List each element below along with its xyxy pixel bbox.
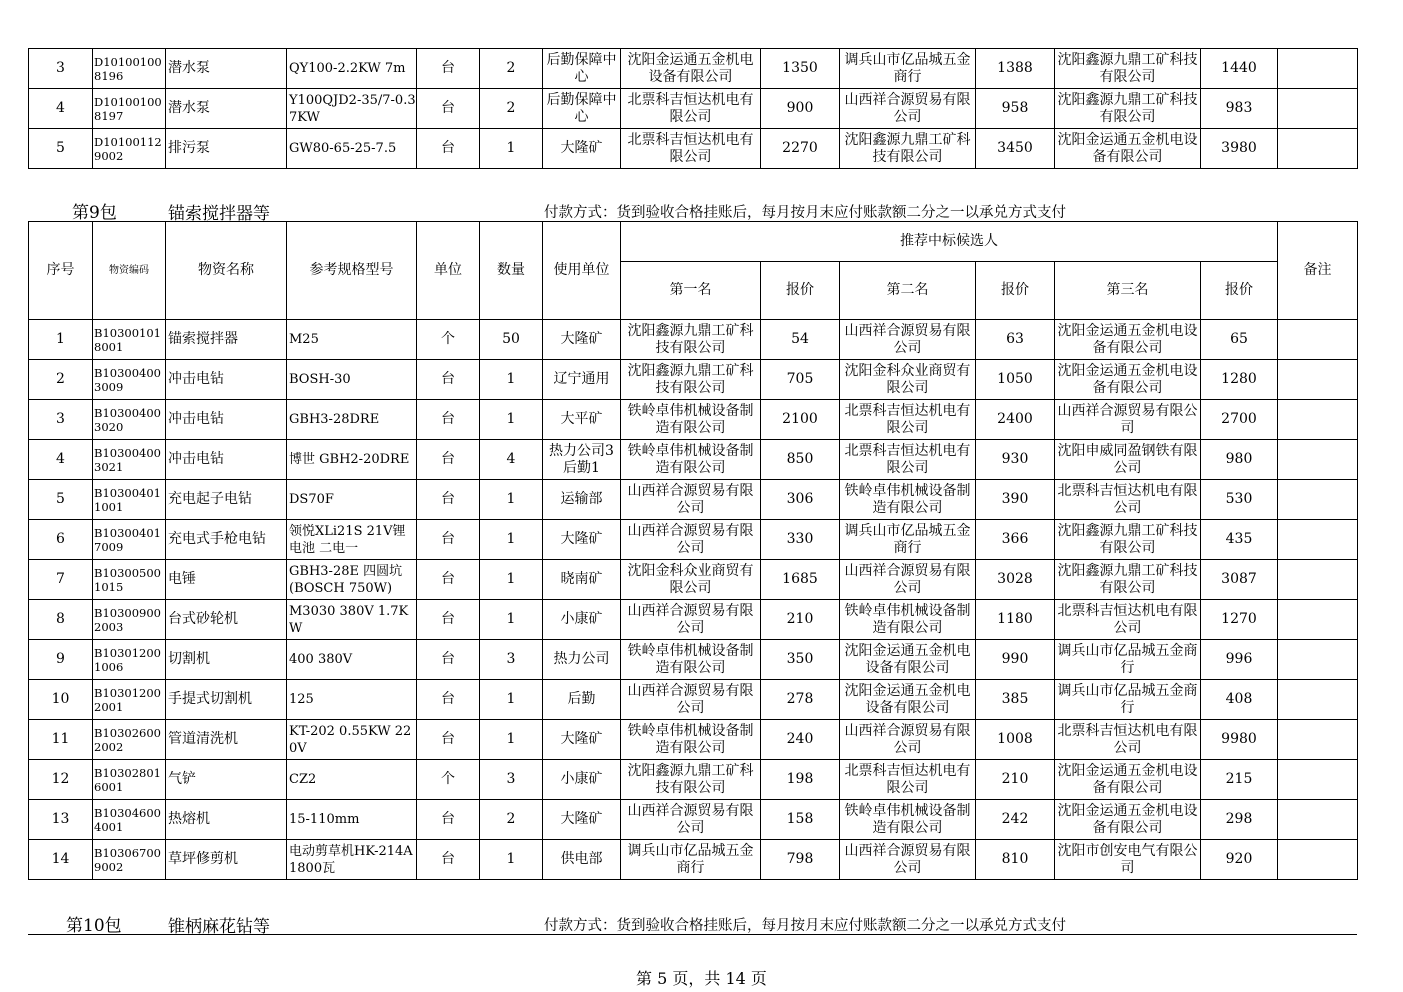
first-price-cell: 54 (761, 320, 840, 360)
third-company-cell: 调兵山市亿品城五金商行 (1055, 640, 1201, 680)
name-cell: 草坪修剪机 (166, 840, 287, 880)
pkg10-label: 第10包 (66, 916, 122, 936)
name-cell: 锚索搅拌器 (166, 320, 287, 360)
qty-cell: 1 (480, 129, 543, 169)
third-company-cell: 沈阳金运通五金机电设备有限公司 (1055, 320, 1201, 360)
name-cell: 充电起子电钻 (166, 480, 287, 520)
header-price-1: 报价 (761, 262, 840, 320)
third-company-cell: 沈阳鑫源九鼎工矿科技有限公司 (1055, 520, 1201, 560)
top-table-body (29, 49, 1358, 169)
unit-cell: 台 (417, 560, 480, 600)
code-cell: D101001129002 (93, 129, 166, 169)
third-price-cell: 215 (1201, 760, 1278, 800)
header-second: 第二名 (840, 262, 976, 320)
qty-cell: 2 (480, 49, 543, 89)
unit-cell: 台 (417, 480, 480, 520)
second-price-cell: 3028 (976, 560, 1055, 600)
spec-cell: BOSH-30 (287, 360, 417, 400)
top-table (28, 48, 1358, 169)
second-price-cell: 1180 (976, 600, 1055, 640)
remark-cell (1278, 520, 1358, 560)
code-cell: B103004003021 (93, 440, 166, 480)
table-row (29, 400, 1358, 440)
third-price-cell: 983 (1201, 89, 1278, 129)
dept-cell: 运输部 (543, 480, 621, 520)
spec-cell: GBH3-28DRE (287, 400, 417, 440)
pkg10-payment: 付款方式：货到验收合格挂账后，每月按月末应付账款额二分之一以承兑方式支付 (544, 918, 1066, 934)
unit-cell: 台 (417, 129, 480, 169)
unit-cell: 台 (417, 840, 480, 880)
qty-cell: 1 (480, 720, 543, 760)
third-price-cell: 9980 (1201, 720, 1278, 760)
second-company-cell: 山西祥合源贸易有限公司 (840, 560, 976, 600)
seq-cell: 13 (29, 800, 93, 840)
dept-cell: 热力公司3后勤1 (543, 440, 621, 480)
dept-cell: 后勤保障中心 (543, 89, 621, 129)
header-third: 第三名 (1055, 262, 1201, 320)
code-cell: B103028016001 (93, 760, 166, 800)
table-row (29, 840, 1358, 880)
code-cell: B103004011001 (93, 480, 166, 520)
first-company-cell: 沈阳金科众业商贸有限公司 (621, 560, 761, 600)
seq-cell: 1 (29, 320, 93, 360)
table-row (29, 129, 1358, 169)
name-cell: 冲击电钻 (166, 440, 287, 480)
first-company-cell: 北票科吉恒达机电有限公司 (621, 129, 761, 169)
table-row (29, 360, 1358, 400)
second-price-cell: 958 (976, 89, 1055, 129)
name-cell: 电锤 (166, 560, 287, 600)
second-price-cell: 366 (976, 520, 1055, 560)
second-company-cell: 山西祥合源贸易有限公司 (840, 320, 976, 360)
seq-cell: 5 (29, 129, 93, 169)
remark-cell (1278, 720, 1358, 760)
remark-cell (1278, 440, 1358, 480)
unit-cell: 台 (417, 800, 480, 840)
second-price-cell: 242 (976, 800, 1055, 840)
second-company-cell: 沈阳金运通五金机电设备有限公司 (840, 680, 976, 720)
pkg9-table (28, 221, 1358, 880)
third-price-cell: 1270 (1201, 600, 1278, 640)
table-row (29, 49, 1358, 89)
seq-cell: 8 (29, 600, 93, 640)
code-cell: B103001018001 (93, 320, 166, 360)
header-price-3: 报价 (1201, 262, 1278, 320)
first-price-cell: 1350 (761, 49, 840, 89)
code-cell: B103009002003 (93, 600, 166, 640)
spec-cell: M3030 380V 1.7KW (287, 600, 417, 640)
table-row (29, 440, 1358, 480)
name-cell: 冲击电钻 (166, 360, 287, 400)
code-cell: B103004003009 (93, 360, 166, 400)
second-company-cell: 北票科吉恒达机电有限公司 (840, 440, 976, 480)
third-price-cell: 408 (1201, 680, 1278, 720)
first-company-cell: 山西祥合源贸易有限公司 (621, 480, 761, 520)
remark-cell (1278, 480, 1358, 520)
unit-cell: 台 (417, 49, 480, 89)
first-company-cell: 山西祥合源贸易有限公司 (621, 600, 761, 640)
remark-cell (1278, 89, 1358, 129)
third-company-cell: 沈阳金运通五金机电设备有限公司 (1055, 360, 1201, 400)
pkg10-divider (28, 934, 1357, 935)
table-row (29, 680, 1358, 720)
qty-cell: 1 (480, 480, 543, 520)
header-spec: 参考规格型号 (287, 222, 417, 320)
remark-cell (1278, 49, 1358, 89)
header-seq: 序号 (29, 222, 93, 320)
code-cell: B103005001015 (93, 560, 166, 600)
second-price-cell: 3450 (976, 129, 1055, 169)
remark-cell (1278, 800, 1358, 840)
first-company-cell: 沈阳鑫源九鼎工矿科技有限公司 (621, 760, 761, 800)
unit-cell: 台 (417, 600, 480, 640)
seq-cell: 11 (29, 720, 93, 760)
qty-cell: 1 (480, 600, 543, 640)
second-price-cell: 63 (976, 320, 1055, 360)
seq-cell: 9 (29, 640, 93, 680)
seq-cell: 12 (29, 760, 93, 800)
second-company-cell: 调兵山市亿品城五金商行 (840, 49, 976, 89)
table-row (29, 560, 1358, 600)
remark-cell (1278, 640, 1358, 680)
dept-cell: 后勤保障中心 (543, 49, 621, 89)
dept-cell: 后勤 (543, 680, 621, 720)
second-price-cell: 810 (976, 840, 1055, 880)
remark-cell (1278, 760, 1358, 800)
remark-cell (1278, 360, 1358, 400)
unit-cell: 台 (417, 680, 480, 720)
code-cell: B103046004001 (93, 800, 166, 840)
table-row (29, 480, 1358, 520)
dept-cell: 大隆矿 (543, 129, 621, 169)
qty-cell: 1 (480, 400, 543, 440)
third-company-cell: 北票科吉恒达机电有限公司 (1055, 720, 1201, 760)
qty-cell: 2 (480, 89, 543, 129)
first-company-cell: 沈阳鑫源九鼎工矿科技有限公司 (621, 360, 761, 400)
first-price-cell: 798 (761, 840, 840, 880)
unit-cell: 台 (417, 720, 480, 760)
seq-cell: 3 (29, 49, 93, 89)
code-cell: B103004003020 (93, 400, 166, 440)
dept-cell: 热力公司 (543, 640, 621, 680)
header-code: 物资编码 (93, 222, 166, 320)
code-cell: B103012002001 (93, 680, 166, 720)
unit-cell: 台 (417, 440, 480, 480)
qty-cell: 1 (480, 520, 543, 560)
dept-cell: 大隆矿 (543, 800, 621, 840)
third-price-cell: 3087 (1201, 560, 1278, 600)
first-price-cell: 158 (761, 800, 840, 840)
third-company-cell: 调兵山市亿品城五金商行 (1055, 680, 1201, 720)
table-row (29, 320, 1358, 360)
first-price-cell: 210 (761, 600, 840, 640)
name-cell: 热熔机 (166, 800, 287, 840)
seq-cell: 14 (29, 840, 93, 880)
pkg9-label: 第9包 (72, 203, 117, 223)
code-cell: D101001008196 (93, 49, 166, 89)
dept-cell: 供电部 (543, 840, 621, 880)
first-company-cell: 铁岭卓伟机械设备制造有限公司 (621, 640, 761, 680)
second-price-cell: 210 (976, 760, 1055, 800)
spec-cell: GBH3-28E 四圆坑(BOSCH 750W) (287, 560, 417, 600)
first-price-cell: 1685 (761, 560, 840, 600)
third-price-cell: 435 (1201, 520, 1278, 560)
table-row (29, 89, 1358, 129)
seq-cell: 2 (29, 360, 93, 400)
first-price-cell: 350 (761, 640, 840, 680)
pkg10-title: 锥柄麻花钻等 (168, 917, 270, 937)
qty-cell: 4 (480, 440, 543, 480)
first-price-cell: 198 (761, 760, 840, 800)
third-price-cell: 3980 (1201, 129, 1278, 169)
header-remark: 备注 (1278, 222, 1358, 320)
qty-cell: 1 (480, 360, 543, 400)
table-row (29, 760, 1358, 800)
header-name: 物资名称 (166, 222, 287, 320)
spec-cell: KT-202 0.55KW 220V (287, 720, 417, 760)
pkg9-table-body (29, 320, 1358, 880)
dept-cell: 小康矿 (543, 760, 621, 800)
third-company-cell: 沈阳鑫源九鼎工矿科技有限公司 (1055, 560, 1201, 600)
spec-cell: 125 (287, 680, 417, 720)
seq-cell: 7 (29, 560, 93, 600)
spec-cell: DS70F (287, 480, 417, 520)
second-company-cell: 山西祥合源贸易有限公司 (840, 89, 976, 129)
remark-cell (1278, 600, 1358, 640)
third-company-cell: 沈阳金运通五金机电设备有限公司 (1055, 760, 1201, 800)
second-price-cell: 1388 (976, 49, 1055, 89)
header-price-2: 报价 (976, 262, 1055, 320)
spec-cell: 15-110mm (287, 800, 417, 840)
spec-cell: GW80-65-25-7.5 (287, 129, 417, 169)
first-price-cell: 2270 (761, 129, 840, 169)
header-first: 第一名 (621, 262, 761, 320)
header-row-1 (29, 222, 1358, 262)
third-company-cell: 沈阳鑫源九鼎工矿科技有限公司 (1055, 89, 1201, 129)
code-cell: B103067009002 (93, 840, 166, 880)
first-company-cell: 北票科吉恒达机电有限公司 (621, 89, 761, 129)
third-company-cell: 北票科吉恒达机电有限公司 (1055, 480, 1201, 520)
spec-cell: 电动剪草机HK-214A 1800瓦 (287, 840, 417, 880)
unit-cell: 台 (417, 520, 480, 560)
spec-cell: M25 (287, 320, 417, 360)
header-qty: 数量 (480, 222, 543, 320)
name-cell: 排污泵 (166, 129, 287, 169)
second-company-cell: 沈阳金科众业商贸有限公司 (840, 360, 976, 400)
code-cell: B103012001006 (93, 640, 166, 680)
third-price-cell: 980 (1201, 440, 1278, 480)
third-company-cell: 沈阳鑫源九鼎工矿科技有限公司 (1055, 49, 1201, 89)
remark-cell (1278, 320, 1358, 360)
table-row (29, 720, 1358, 760)
name-cell: 潜水泵 (166, 49, 287, 89)
name-cell: 充电式手枪电钻 (166, 520, 287, 560)
second-company-cell: 北票科吉恒达机电有限公司 (840, 760, 976, 800)
seq-cell: 4 (29, 89, 93, 129)
page-footer: 第 5 页，共 14 页 (636, 969, 767, 988)
seq-cell: 10 (29, 680, 93, 720)
table-row (29, 800, 1358, 840)
unit-cell: 个 (417, 320, 480, 360)
table-row (29, 640, 1358, 680)
name-cell: 管道清洗机 (166, 720, 287, 760)
qty-cell: 3 (480, 640, 543, 680)
dept-cell: 小康矿 (543, 600, 621, 640)
header-recommend: 推荐中标候选人 (621, 222, 1278, 262)
first-company-cell: 沈阳鑫源九鼎工矿科技有限公司 (621, 320, 761, 360)
spec-cell: CZ2 (287, 760, 417, 800)
qty-cell: 1 (480, 560, 543, 600)
dept-cell: 大隆矿 (543, 720, 621, 760)
first-price-cell: 900 (761, 89, 840, 129)
pkg9-title: 锚索搅拌器等 (168, 204, 270, 224)
unit-cell: 台 (417, 89, 480, 129)
second-company-cell: 调兵山市亿品城五金商行 (840, 520, 976, 560)
third-price-cell: 920 (1201, 840, 1278, 880)
second-price-cell: 1050 (976, 360, 1055, 400)
code-cell: B103004017009 (93, 520, 166, 560)
table-row (29, 520, 1358, 560)
spec-cell: 博世 GBH2-20DRE (287, 440, 417, 480)
remark-cell (1278, 400, 1358, 440)
code-cell: B103026002002 (93, 720, 166, 760)
dept-cell: 大平矿 (543, 400, 621, 440)
spec-cell: 400 380V (287, 640, 417, 680)
unit-cell: 台 (417, 400, 480, 440)
first-company-cell: 山西祥合源贸易有限公司 (621, 680, 761, 720)
third-company-cell: 沈阳市创安电气有限公司 (1055, 840, 1201, 880)
qty-cell: 50 (480, 320, 543, 360)
first-company-cell: 调兵山市亿品城五金商行 (621, 840, 761, 880)
third-company-cell: 沈阳申威同盈钢铁有限公司 (1055, 440, 1201, 480)
qty-cell: 3 (480, 760, 543, 800)
qty-cell: 1 (480, 840, 543, 880)
first-price-cell: 240 (761, 720, 840, 760)
spec-cell: QY100-2.2KW 7m (287, 49, 417, 89)
first-company-cell: 山西祥合源贸易有限公司 (621, 800, 761, 840)
first-price-cell: 705 (761, 360, 840, 400)
remark-cell (1278, 129, 1358, 169)
remark-cell (1278, 840, 1358, 880)
name-cell: 冲击电钻 (166, 400, 287, 440)
code-cell: D101001008197 (93, 89, 166, 129)
second-company-cell: 铁岭卓伟机械设备制造有限公司 (840, 600, 976, 640)
third-price-cell: 298 (1201, 800, 1278, 840)
seq-cell: 3 (29, 400, 93, 440)
second-company-cell: 山西祥合源贸易有限公司 (840, 720, 976, 760)
qty-cell: 1 (480, 680, 543, 720)
name-cell: 潜水泵 (166, 89, 287, 129)
second-company-cell: 沈阳金运通五金机电设备有限公司 (840, 640, 976, 680)
second-price-cell: 990 (976, 640, 1055, 680)
second-price-cell: 930 (976, 440, 1055, 480)
second-price-cell: 390 (976, 480, 1055, 520)
seq-cell: 6 (29, 520, 93, 560)
spec-cell: Y100QJD2-35/7-0.37KW (287, 89, 417, 129)
third-company-cell: 山西祥合源贸易有限公司 (1055, 400, 1201, 440)
third-price-cell: 1440 (1201, 49, 1278, 89)
dept-cell: 晓南矿 (543, 560, 621, 600)
first-price-cell: 306 (761, 480, 840, 520)
third-price-cell: 2700 (1201, 400, 1278, 440)
seq-cell: 5 (29, 480, 93, 520)
third-price-cell: 530 (1201, 480, 1278, 520)
first-price-cell: 850 (761, 440, 840, 480)
unit-cell: 台 (417, 360, 480, 400)
unit-cell: 个 (417, 760, 480, 800)
third-price-cell: 996 (1201, 640, 1278, 680)
first-company-cell: 铁岭卓伟机械设备制造有限公司 (621, 720, 761, 760)
qty-cell: 2 (480, 800, 543, 840)
dept-cell: 大隆矿 (543, 520, 621, 560)
second-price-cell: 1008 (976, 720, 1055, 760)
second-price-cell: 2400 (976, 400, 1055, 440)
seq-cell: 4 (29, 440, 93, 480)
pkg9-payment: 付款方式：货到验收合格挂账后，每月按月末应付账款额二分之一以承兑方式支付 (544, 205, 1066, 221)
first-price-cell: 330 (761, 520, 840, 560)
second-price-cell: 385 (976, 680, 1055, 720)
second-company-cell: 沈阳鑫源九鼎工矿科技有限公司 (840, 129, 976, 169)
header-unit: 单位 (417, 222, 480, 320)
first-company-cell: 铁岭卓伟机械设备制造有限公司 (621, 400, 761, 440)
third-price-cell: 1280 (1201, 360, 1278, 400)
third-price-cell: 65 (1201, 320, 1278, 360)
dept-cell: 大隆矿 (543, 320, 621, 360)
second-company-cell: 山西祥合源贸易有限公司 (840, 840, 976, 880)
second-company-cell: 铁岭卓伟机械设备制造有限公司 (840, 800, 976, 840)
remark-cell (1278, 680, 1358, 720)
remark-cell (1278, 560, 1358, 600)
header-dept: 使用单位 (543, 222, 621, 320)
first-company-cell: 山西祥合源贸易有限公司 (621, 520, 761, 560)
third-company-cell: 沈阳金运通五金机电设备有限公司 (1055, 800, 1201, 840)
name-cell: 气铲 (166, 760, 287, 800)
table-row (29, 600, 1358, 640)
third-company-cell: 沈阳金运通五金机电设备有限公司 (1055, 129, 1201, 169)
second-company-cell: 铁岭卓伟机械设备制造有限公司 (840, 480, 976, 520)
unit-cell: 台 (417, 640, 480, 680)
first-price-cell: 2100 (761, 400, 840, 440)
name-cell: 台式砂轮机 (166, 600, 287, 640)
dept-cell: 辽宁通用 (543, 360, 621, 400)
name-cell: 切割机 (166, 640, 287, 680)
first-price-cell: 278 (761, 680, 840, 720)
spec-cell: 领悦XLi21S 21V锂电池 二电一 (287, 520, 417, 560)
first-company-cell: 沈阳金运通五金机电设备有限公司 (621, 49, 761, 89)
name-cell: 手提式切割机 (166, 680, 287, 720)
second-company-cell: 北票科吉恒达机电有限公司 (840, 400, 976, 440)
third-company-cell: 北票科吉恒达机电有限公司 (1055, 600, 1201, 640)
first-company-cell: 铁岭卓伟机械设备制造有限公司 (621, 440, 761, 480)
